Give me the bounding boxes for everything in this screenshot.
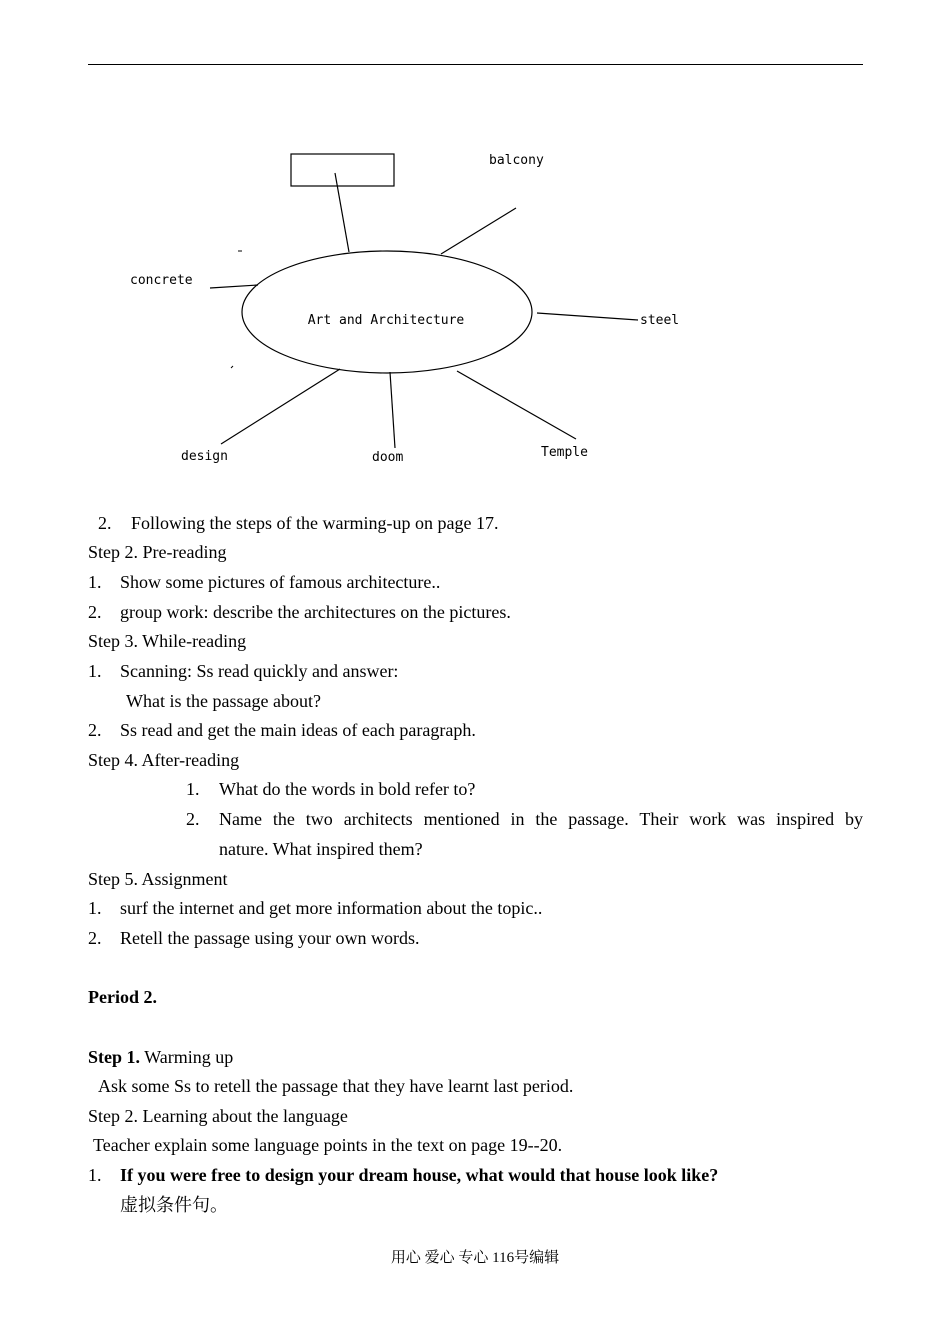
step-heading: Step 2. Pre-reading [88, 542, 227, 562]
connector-steel [537, 313, 638, 320]
center-ellipse [242, 251, 532, 373]
header-rule [88, 64, 863, 65]
node-design: design [181, 449, 228, 464]
stray-mark [231, 366, 233, 368]
step-heading: Step 4. After-reading [88, 750, 240, 770]
blank-answer-box [291, 154, 394, 186]
step-heading: Step 1. Warming up [88, 1047, 234, 1067]
step-heading: Step 5. Assignment [88, 869, 228, 889]
node-temple: Temple [541, 445, 588, 460]
connector-balcony [441, 208, 516, 254]
center-label: Art and Architecture [307, 313, 465, 328]
mind-map-diagram [0, 130, 950, 480]
connector-doom [390, 372, 395, 448]
connector-concrete [210, 285, 258, 288]
connector-box [335, 173, 349, 252]
node-doom: doom [372, 450, 404, 465]
node-balcony: balcony [489, 153, 544, 168]
node-steel: steel [640, 313, 680, 328]
step-heading: Step 3. While-reading [88, 631, 247, 651]
node-concrete: concrete [130, 273, 193, 288]
page-footer: 用心 爱心 专心 116号编辑 [390, 1250, 560, 1266]
step-heading: Step 2. Learning about the language [88, 1106, 348, 1126]
period-heading: Period 2. [88, 987, 157, 1007]
connector-design [221, 369, 340, 444]
connector-temple [457, 371, 576, 439]
